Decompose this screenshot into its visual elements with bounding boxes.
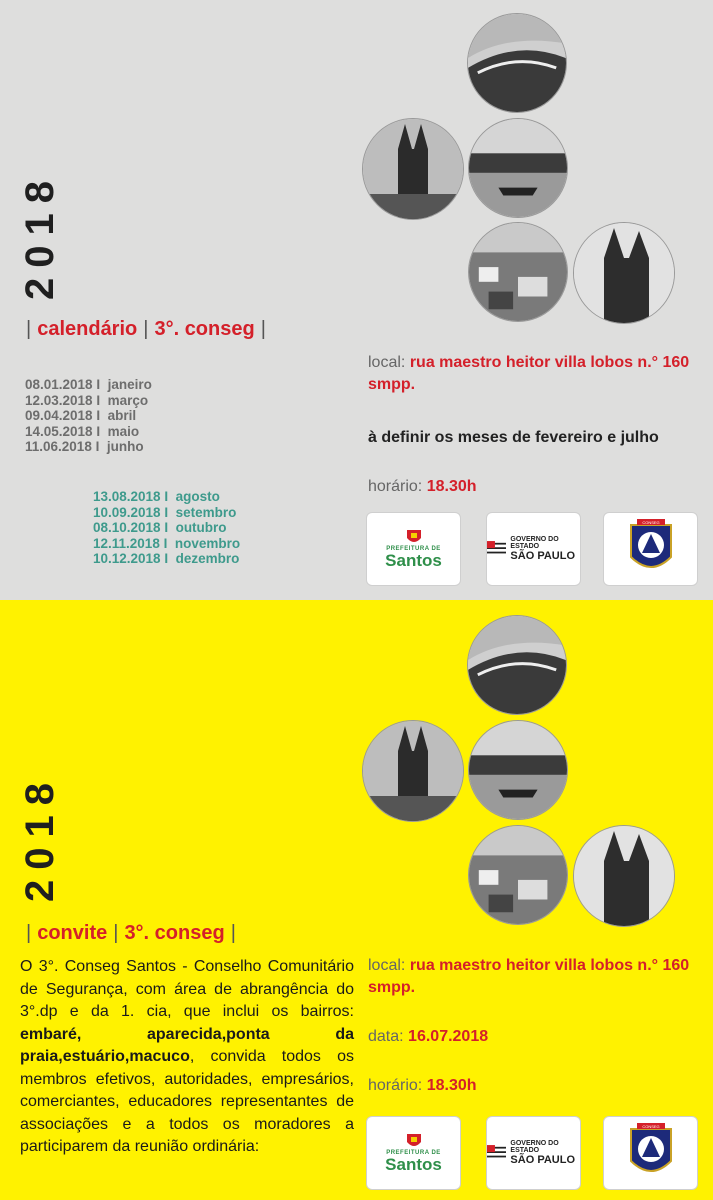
note-text: à definir os meses de fevereiro e julho: [368, 429, 659, 446]
sp-flag-icon: [487, 1144, 506, 1162]
sp-flag-icon: [487, 540, 506, 558]
photo-beach-aerial: [467, 13, 567, 113]
invitation-heading: | convite | 3°. conseg |: [26, 922, 236, 944]
year-label: 2018: [18, 773, 62, 902]
time-info: horário: 18.30h: [368, 478, 477, 495]
svg-text:CONSEG: CONSEG: [641, 520, 660, 525]
neighborhoods: embaré, aparecida,ponta da praia,estuário,macuco: [20, 1025, 354, 1065]
photo-cathedral-2: [573, 825, 675, 927]
year-label: 2018: [18, 171, 62, 300]
svg-text:CONSEG: CONSEG: [641, 1124, 660, 1129]
heading-calendar: calendário: [37, 318, 138, 340]
date-info: data: 16.07.2018: [368, 1028, 489, 1045]
photo-cathedral: [362, 720, 464, 822]
location-info: local: rua maestro heitor villa lobos n.° 160 smpp.: [368, 354, 690, 393]
heading-conseg: 3°. conseg: [154, 318, 255, 340]
sp-government-logo: GOVERNO DO ESTADO SÃO PAULO: [486, 1116, 581, 1190]
location-info: local: rua maestro heitor villa lobos n.° 160 smpp.: [368, 957, 690, 996]
time-info: horário: 18.30h: [368, 1077, 477, 1094]
photo-cathedral: [362, 118, 464, 220]
dates-first-semester: 08.01.2018 I janeiro 12.03.2018 I março 09.04.2018 I abril 14.05.2018 I maio 11.06.2018 I junho: [25, 377, 152, 454]
heading-invitation: convite: [37, 922, 108, 944]
santos-logo: PREFEITURA DE Santos: [366, 1116, 461, 1190]
invitation-body-text: O 3°. Conseg Santos - Conselho Comunitário de Segurança, com área de abrangência do 3°.dp e da 1. cia, que inclui os bairros: embaré, aparecida,ponta da praia,estuário,macuco, convida todos os membros efetivos, autoridades, empresários, comerciantes, educadores representantes de associações e a todos os moradores a participarem da reunião ordinária:: [20, 958, 354, 1155]
photo-river-boats: [468, 118, 568, 218]
santos-logo: PREFEITURA DE Santos: [366, 512, 461, 586]
photo-beach-aerial: [467, 615, 567, 715]
photo-cathedral-2: [573, 222, 675, 324]
conseg-logo: [603, 512, 698, 586]
santos-crest-icon: [405, 1132, 423, 1150]
santos-crest-icon: [405, 528, 423, 546]
dates-second-semester: 13.08.2018 I agosto 10.09.2018 I setembro 08.10.2018 I outubro 12.11.2018 I novembro 10.12.2018 I dezembro: [93, 489, 241, 566]
conseg-logo: [603, 1116, 698, 1190]
photo-city-aerial: [468, 222, 568, 322]
conseg-shield-icon: [627, 1123, 675, 1183]
conseg-shield-icon: [627, 519, 675, 579]
heading-conseg: 3°. conseg: [124, 922, 225, 944]
photo-river-boats: [468, 720, 568, 820]
photo-city-aerial: [468, 825, 568, 925]
calendar-heading: | calendário | 3°. conseg |: [26, 318, 266, 340]
sp-government-logo: GOVERNO DO ESTADO SÃO PAULO: [486, 512, 581, 586]
